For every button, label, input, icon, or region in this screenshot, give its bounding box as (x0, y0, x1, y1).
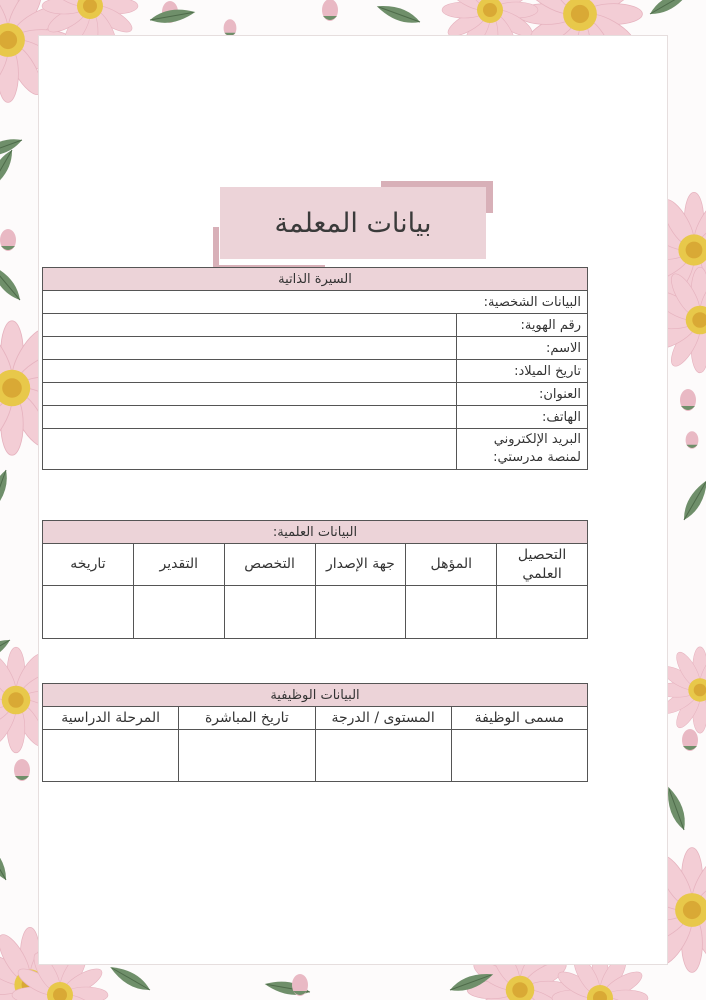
name-label: الاسم: (457, 337, 588, 360)
input-cell[interactable] (451, 730, 587, 782)
input-cell[interactable] (43, 586, 134, 639)
input-cell[interactable] (406, 586, 497, 639)
phone-label: الهاتف: (457, 406, 588, 429)
title-banner (213, 181, 495, 273)
scientific-table (42, 520, 588, 639)
address-label: العنوان: (457, 383, 588, 406)
birthdate-label: تاريخ الميلاد: (457, 360, 588, 383)
job-header: البيانات الوظيفية (43, 684, 588, 707)
column-header: المستوى / الدرجة (315, 707, 451, 730)
column-header: التقدير (133, 544, 224, 586)
column-header: تاريخه (43, 544, 134, 586)
email-field[interactable] (43, 429, 457, 470)
id-label: رقم الهوية: (457, 314, 588, 337)
input-cell[interactable] (179, 730, 315, 782)
personal-heading: البيانات الشخصية: (43, 291, 588, 314)
column-header: تاريخ المباشرة (179, 707, 315, 730)
column-header: المرحلة الدراسية (43, 707, 179, 730)
birthdate-field[interactable] (43, 360, 457, 383)
input-cell[interactable] (497, 586, 588, 639)
email-label: البريد الإلكتروني لمنصة مدرستي: (457, 429, 588, 470)
column-header: التخصص (224, 544, 315, 586)
name-field[interactable] (43, 337, 457, 360)
input-cell[interactable] (315, 586, 406, 639)
input-cell[interactable] (133, 586, 224, 639)
column-header: التحصيل العلمي (497, 544, 588, 586)
cv-header: السيرة الذاتية (43, 268, 588, 291)
page-card (38, 35, 668, 965)
input-cell[interactable] (43, 730, 179, 782)
title-box (220, 187, 486, 259)
id-field[interactable] (43, 314, 457, 337)
phone-field[interactable] (43, 406, 457, 429)
input-cell[interactable] (315, 730, 451, 782)
column-header: جهة الإصدار (315, 544, 406, 586)
scientific-header: البيانات العلمية: (43, 521, 588, 544)
column-header: المؤهل (406, 544, 497, 586)
column-header: مسمى الوظيفة (451, 707, 587, 730)
input-cell[interactable] (224, 586, 315, 639)
address-field[interactable] (43, 383, 457, 406)
job-table (42, 683, 588, 782)
cv-table (42, 267, 588, 470)
page-title: بيانات المعلمة (274, 207, 432, 239)
